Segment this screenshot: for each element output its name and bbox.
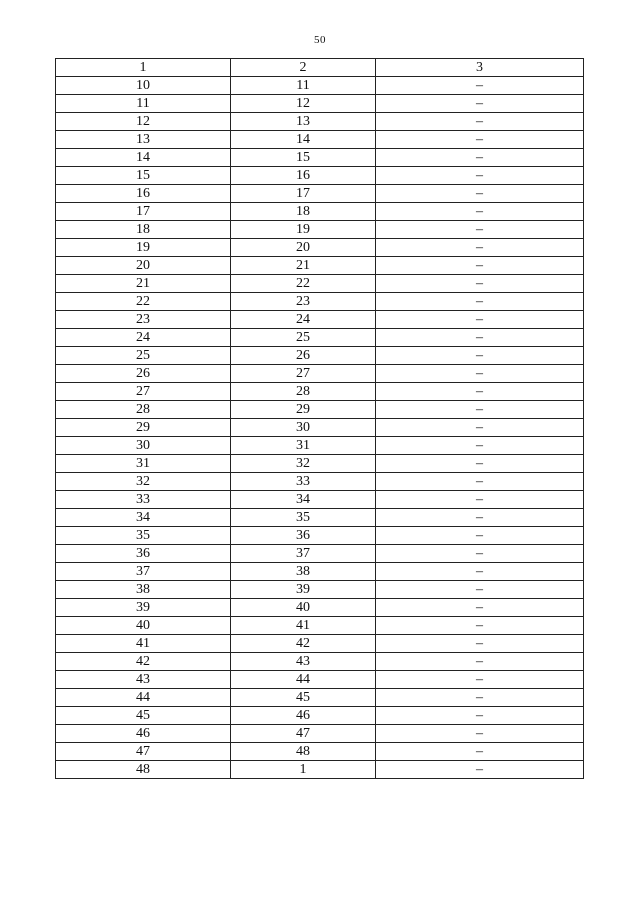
table-cell-col-2: 15 bbox=[231, 149, 376, 167]
table-row bbox=[56, 743, 584, 761]
table-cell-col-3: – bbox=[376, 707, 584, 725]
table-cell-col-3: – bbox=[376, 437, 584, 455]
table-cell-col-1: 24 bbox=[56, 329, 231, 347]
table-cell-col-2: 17 bbox=[231, 185, 376, 203]
table-row bbox=[56, 77, 584, 95]
table-cell-col-2: 30 bbox=[231, 419, 376, 437]
table-cell-col-3: – bbox=[376, 221, 584, 239]
table-cell-col-2: 43 bbox=[231, 653, 376, 671]
table-row bbox=[56, 725, 584, 743]
table-cell-col-2: 12 bbox=[231, 95, 376, 113]
table-row bbox=[56, 617, 584, 635]
table-cell-col-2: 35 bbox=[231, 509, 376, 527]
table-cell-col-2: 46 bbox=[231, 707, 376, 725]
table-cell-col-2: 36 bbox=[231, 527, 376, 545]
table-row bbox=[56, 95, 584, 113]
table-row bbox=[56, 473, 584, 491]
table-row bbox=[56, 131, 584, 149]
table-cell-col-2: 47 bbox=[231, 725, 376, 743]
table-cell-col-3: – bbox=[376, 455, 584, 473]
table-cell-col-1: 45 bbox=[56, 707, 231, 725]
table-row bbox=[56, 671, 584, 689]
table-row bbox=[56, 437, 584, 455]
table-cell-col-1: 20 bbox=[56, 257, 231, 275]
table-row bbox=[56, 293, 584, 311]
table-cell-col-2: 11 bbox=[231, 77, 376, 95]
table-cell-col-2: 20 bbox=[231, 239, 376, 257]
table-row bbox=[56, 419, 584, 437]
table-cell-col-1: 26 bbox=[56, 365, 231, 383]
table-row bbox=[56, 383, 584, 401]
table-row bbox=[56, 761, 584, 779]
table-cell-col-1: 36 bbox=[56, 545, 231, 563]
table-cell-col-1: 43 bbox=[56, 671, 231, 689]
data-table bbox=[55, 58, 584, 779]
table-cell-col-3: – bbox=[376, 401, 584, 419]
table-row bbox=[56, 599, 584, 617]
table-row bbox=[56, 527, 584, 545]
table-cell-col-2: 21 bbox=[231, 257, 376, 275]
table-row bbox=[56, 653, 584, 671]
table-cell-col-3: – bbox=[376, 581, 584, 599]
column-header-2: 2 bbox=[231, 59, 376, 77]
table-cell-col-3: – bbox=[376, 131, 584, 149]
table-header-row bbox=[56, 59, 584, 77]
column-header-1: 1 bbox=[56, 59, 231, 77]
table-row bbox=[56, 167, 584, 185]
table-cell-col-1: 14 bbox=[56, 149, 231, 167]
table-cell-col-2: 40 bbox=[231, 599, 376, 617]
table-row bbox=[56, 329, 584, 347]
table-cell-col-1: 29 bbox=[56, 419, 231, 437]
table-row bbox=[56, 149, 584, 167]
table-cell-col-1: 38 bbox=[56, 581, 231, 599]
table-cell-col-1: 11 bbox=[56, 95, 231, 113]
table-row bbox=[56, 689, 584, 707]
table-cell-col-3: – bbox=[376, 185, 584, 203]
table-cell-col-2: 39 bbox=[231, 581, 376, 599]
table-cell-col-2: 16 bbox=[231, 167, 376, 185]
table-cell-col-2: 1 bbox=[231, 761, 376, 779]
table-cell-col-1: 46 bbox=[56, 725, 231, 743]
table-cell-col-2: 28 bbox=[231, 383, 376, 401]
table-cell-col-3: – bbox=[376, 293, 584, 311]
table-cell-col-1: 30 bbox=[56, 437, 231, 455]
table-cell-col-2: 31 bbox=[231, 437, 376, 455]
table-cell-col-2: 13 bbox=[231, 113, 376, 131]
table-cell-col-3: – bbox=[376, 77, 584, 95]
table-row bbox=[56, 203, 584, 221]
table-row bbox=[56, 239, 584, 257]
table-cell-col-2: 22 bbox=[231, 275, 376, 293]
table-cell-col-1: 33 bbox=[56, 491, 231, 509]
table-cell-col-3: – bbox=[376, 743, 584, 761]
table-cell-col-1: 18 bbox=[56, 221, 231, 239]
table-cell-col-1: 41 bbox=[56, 635, 231, 653]
table-cell-col-3: – bbox=[376, 383, 584, 401]
table-cell-col-2: 45 bbox=[231, 689, 376, 707]
column-header-3: 3 bbox=[376, 59, 584, 77]
table-cell-col-3: – bbox=[376, 311, 584, 329]
table-row bbox=[56, 635, 584, 653]
table-cell-col-1: 35 bbox=[56, 527, 231, 545]
table-cell-col-3: – bbox=[376, 473, 584, 491]
table-cell-col-3: – bbox=[376, 635, 584, 653]
table-row bbox=[56, 401, 584, 419]
table-cell-col-3: – bbox=[376, 527, 584, 545]
table-cell-col-2: 23 bbox=[231, 293, 376, 311]
table-cell-col-2: 33 bbox=[231, 473, 376, 491]
table-cell-col-3: – bbox=[376, 563, 584, 581]
table-cell-col-1: 39 bbox=[56, 599, 231, 617]
table-cell-col-2: 19 bbox=[231, 221, 376, 239]
table-cell-col-2: 18 bbox=[231, 203, 376, 221]
table-cell-col-3: – bbox=[376, 491, 584, 509]
table-row bbox=[56, 221, 584, 239]
table-cell-col-3: – bbox=[376, 329, 584, 347]
table-cell-col-3: – bbox=[376, 653, 584, 671]
table-cell-col-3: – bbox=[376, 725, 584, 743]
table-cell-col-1: 27 bbox=[56, 383, 231, 401]
table-cell-col-3: – bbox=[376, 239, 584, 257]
table-cell-col-3: – bbox=[376, 671, 584, 689]
page-number: 50 bbox=[314, 34, 326, 46]
table-cell-col-2: 26 bbox=[231, 347, 376, 365]
table-cell-col-1: 15 bbox=[56, 167, 231, 185]
table-row bbox=[56, 563, 584, 581]
table-row bbox=[56, 311, 584, 329]
table-cell-col-1: 25 bbox=[56, 347, 231, 365]
table-cell-col-3: – bbox=[376, 365, 584, 383]
table-cell-col-2: 29 bbox=[231, 401, 376, 419]
table-row bbox=[56, 455, 584, 473]
table-row bbox=[56, 113, 584, 131]
table-cell-col-1: 34 bbox=[56, 509, 231, 527]
table-cell-col-3: – bbox=[376, 599, 584, 617]
table-cell-col-2: 14 bbox=[231, 131, 376, 149]
table-cell-col-1: 32 bbox=[56, 473, 231, 491]
table-row bbox=[56, 257, 584, 275]
table-row bbox=[56, 347, 584, 365]
table-body bbox=[56, 77, 584, 779]
table-cell-col-1: 47 bbox=[56, 743, 231, 761]
table-cell-col-2: 41 bbox=[231, 617, 376, 635]
table-row bbox=[56, 185, 584, 203]
table-cell-col-3: – bbox=[376, 347, 584, 365]
table-row bbox=[56, 275, 584, 293]
table-row bbox=[56, 491, 584, 509]
table-cell-col-1: 12 bbox=[56, 113, 231, 131]
table-cell-col-2: 44 bbox=[231, 671, 376, 689]
table-cell-col-2: 37 bbox=[231, 545, 376, 563]
table-cell-col-1: 13 bbox=[56, 131, 231, 149]
table-row bbox=[56, 509, 584, 527]
table-cell-col-1: 42 bbox=[56, 653, 231, 671]
table-cell-col-1: 16 bbox=[56, 185, 231, 203]
table-cell-col-1: 31 bbox=[56, 455, 231, 473]
table-cell-col-3: – bbox=[376, 167, 584, 185]
table-cell-col-2: 32 bbox=[231, 455, 376, 473]
table-cell-col-3: – bbox=[376, 275, 584, 293]
table-cell-col-1: 22 bbox=[56, 293, 231, 311]
table-cell-col-2: 38 bbox=[231, 563, 376, 581]
table-cell-col-3: – bbox=[376, 419, 584, 437]
data-table-container bbox=[55, 58, 583, 779]
table-cell-col-2: 34 bbox=[231, 491, 376, 509]
table-row bbox=[56, 365, 584, 383]
table-row bbox=[56, 707, 584, 725]
table-cell-col-1: 44 bbox=[56, 689, 231, 707]
table-cell-col-2: 25 bbox=[231, 329, 376, 347]
table-cell-col-3: – bbox=[376, 617, 584, 635]
table-cell-col-3: – bbox=[376, 689, 584, 707]
table-cell-col-3: – bbox=[376, 113, 584, 131]
table-cell-col-1: 17 bbox=[56, 203, 231, 221]
table-cell-col-3: – bbox=[376, 509, 584, 527]
table-cell-col-2: 24 bbox=[231, 311, 376, 329]
table-cell-col-3: – bbox=[376, 257, 584, 275]
table-cell-col-1: 37 bbox=[56, 563, 231, 581]
table-cell-col-3: – bbox=[376, 761, 584, 779]
table-cell-col-3: – bbox=[376, 545, 584, 563]
table-cell-col-1: 10 bbox=[56, 77, 231, 95]
table-cell-col-3: – bbox=[376, 95, 584, 113]
table-cell-col-3: – bbox=[376, 149, 584, 167]
table-cell-col-2: 48 bbox=[231, 743, 376, 761]
table-cell-col-1: 40 bbox=[56, 617, 231, 635]
table-cell-col-1: 23 bbox=[56, 311, 231, 329]
table-cell-col-3: – bbox=[376, 203, 584, 221]
table-row bbox=[56, 545, 584, 563]
table-cell-col-1: 19 bbox=[56, 239, 231, 257]
table-row bbox=[56, 581, 584, 599]
table-cell-col-2: 27 bbox=[231, 365, 376, 383]
table-cell-col-1: 48 bbox=[56, 761, 231, 779]
table-cell-col-1: 21 bbox=[56, 275, 231, 293]
table-cell-col-1: 28 bbox=[56, 401, 231, 419]
table-cell-col-2: 42 bbox=[231, 635, 376, 653]
